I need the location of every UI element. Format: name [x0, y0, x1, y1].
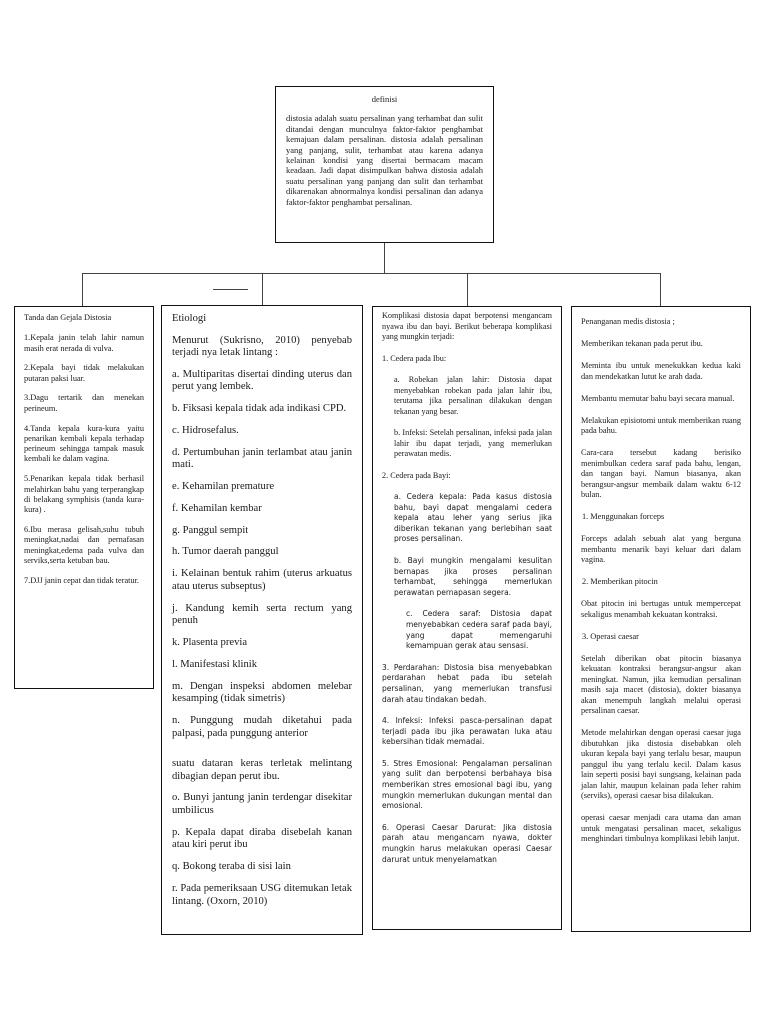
signs-title: Tanda dan Gejala Distosia — [24, 313, 112, 322]
etiology-item: g. Panggul sempit — [172, 524, 249, 536]
definition-text: distosia adalah suatu persalinan yang terhambat dan sulit ditandai dengan munculnya faktor-faktor penghambat kemajuan dalam persalinan. distosia adalah persalinan yang panjang, sulit, terhambat atau karena adanya kelainan kondisi yang disertai bermacam macam keadaan. Jadi dapat disimpulkan bahwa distosia adalah suatu persalinan yang panjang dan sulit dan terhambat dikarenakan abnormalnya kondisi persalinan dan adanya faktor-faktor penghambat persalinan. — [286, 113, 483, 207]
etiology-item: b. Fiksasi kepala tidak ada indikasi CPD. — [172, 403, 347, 415]
signs-item: 2.Kepala bayi tidak melakukan putaran paksi luar. — [24, 363, 144, 383]
signs-box — [14, 306, 154, 689]
connector-drop-4 — [660, 273, 661, 306]
etiology-item: d. Pertumbuhan janin terlambat atau janin mati. — [172, 446, 352, 471]
etiology-item: j. Kandung kemih serta rectum yang penuh — [172, 602, 352, 627]
etiology-item: p. Kepala dapat diraba disebelah kanan atau kiri perut ibu — [172, 826, 352, 851]
connector-vertical-main — [384, 243, 385, 273]
etiology-item: e. Kehamilan premature — [172, 481, 275, 493]
treatment-title: Penanganan medis distosia ; — [581, 317, 675, 326]
treatment-item: operasi caesar menjadi cara utama dan aman untuk mengatasi persalinan macet, sekaligus menghindari timbulnya komplikasi lebih lanjut. — [581, 813, 741, 843]
etiology-title: Etiologi — [172, 313, 207, 324]
complications-item: 6. Operasi Caesar Darurat: Jika distosia parah atau mengancam nyawa, dokter mungkin harus melakukan operasi Caesar darurat untuk menyelamatkan — [382, 822, 552, 864]
etiology-item: suatu dataran keras terletak melintang dibagian depan perut ibu. — [172, 758, 352, 782]
treatment-heading: 2. Memberikan pitocin — [582, 577, 658, 586]
treatment-item: Cara-cara tersebut kadang berisiko menimbulkan cedera saraf pada bahu, lengan, dan tangan bayi. Namun biasanya, akan berangsur-angsur membaik dalam waktu 6-12 bulan. — [581, 448, 741, 499]
treatment-heading: 3. Operasi caesar — [582, 631, 639, 641]
signs-item: 6.Ibu merasa gelisah,suhu tubuh meningkat,nadai dan pernafasan meningkat,edema pada vulva dan serviks,serta ketuban bau. — [24, 524, 144, 565]
complications-heading-baby: 2. Cedera pada Bayi: — [382, 470, 451, 480]
treatment-item: Metode melahirkan dengan operasi caesar juga dibutuhkan jika distosia disebabkan oleh ukuran kepala bayi yang terlalu besar, maupun panggul ibu yang terlalu kecil. Dalam kasus lain seperti posisi bayi sungsang, kelainan pada jalan lahir, maupun kelainan pada leher rahim (serviks), operasi caesar bisa dilakukan. — [581, 728, 741, 800]
etiology-item: h. Tumor daerah panggul — [172, 546, 279, 558]
etiology-item: l. Manifestasi klinik — [172, 658, 258, 670]
complications-item: 4. Infeksi: Infeksi pasca-persalinan dapat terjadi pada ibu jika perawatan luka atau kebersihan tidak memadai. — [382, 716, 552, 747]
signs-item: 4.Tanda kepala kura-kura yaitu penarikan kembali kepala terhadap perineum sehingga tampak masuk kembali ke dalam vagina. — [24, 423, 144, 464]
etiology-item: q. Bokong teraba di sisi lain — [172, 861, 291, 873]
treatment-item: Meminta ibu untuk menekukkan kedua kaki dan mendekatkan lutut ke arah dada. — [581, 361, 741, 381]
complications-box — [372, 306, 562, 930]
connector-horizontal-bar — [82, 273, 661, 274]
etiology-item: i. Kelainan bentuk rahim (uterus arkuatus atau uterus subseptus) — [172, 568, 352, 592]
etiology-box — [161, 305, 363, 935]
signs-item: 5.Penarikan kepala tidak berhasil melahirkan bahu yang terperangkap di belakang symphisis (tanda kura-kura) . — [24, 474, 144, 515]
etiology-item: c. Hidrosefalus. — [172, 424, 239, 436]
etiology-item: m. Dengan inspeksi abdomen melebar kesamping (tidak simetris) — [172, 680, 352, 705]
complications-item: 3. Perdarahan: Distosia bisa menyebabkan perdarahan hebat pada ibu setelah persalinan, yang memerlukan transfusi darah atau tindakan bedah. — [382, 662, 552, 704]
etiology-item: f. Kehamilan kembar — [172, 502, 262, 514]
complications-item: b. Bayi mungkin mengalami kesulitan bernapas jika proses persalinan terhambat, sehingga memerlukan perawatan pernapasan segera. — [394, 555, 552, 597]
treatment-item: Forceps adalah sebuah alat yang berguna membantu menarik bayi keluar dari dalam vagina. — [581, 534, 741, 564]
etiology-item: r. Pada pemeriksaan USG ditemukan letak lintang. (Oxorn, 2010) — [172, 883, 352, 907]
complications-item: c. Cedera saraf: Distosia dapat menyebabkan cedera saraf pada bayi, yang dapat memengaruhi kemampuan gerak atau sensasi. — [406, 609, 552, 651]
stray-dash — [213, 289, 248, 290]
etiology-item: n. Punggung mudah diketahui pada palpasi, pada punggung anterior — [172, 714, 352, 739]
treatment-item: Memberikan tekanan pada perut ibu. — [581, 339, 703, 348]
signs-item: 3.Dagu tertarik dan menekan perineum. — [24, 393, 144, 413]
treatment-item: Membantu memutar bahu bayi secara manual. — [581, 393, 735, 403]
etiology-item: k. Plasenta previa — [172, 636, 248, 648]
definition-box — [275, 86, 494, 243]
definition-title: definisi — [371, 94, 398, 104]
treatment-item: Obat pitocin ini bertugas untuk mempercepat sekaligus menambah kekuatan kontraksi. — [581, 599, 741, 619]
treatment-heading: 1. Menggunakan forceps — [582, 512, 665, 521]
treatment-item: Setelah diberikan obat pitocin biasanya kekuatan kontraksi berangsur-angsur akan meningkat. Namun, jika kemudian persalinan masih saja macet (distosia), dokter biasanya akan menempuh langkah melalui operasi persalinan caesar. — [581, 653, 741, 715]
connector-drop-1 — [82, 273, 83, 306]
complications-item: b. Infeksi: Setelah persalinan, infeksi pada jalan lahir ibu dapat terjadi, yang memerlukan perawatan medis. — [394, 428, 552, 458]
treatment-box — [571, 306, 751, 932]
etiology-intro: Menurut (Sukrisno, 2010) penyebab terjadi nya letak lintang : — [172, 334, 352, 359]
complications-heading-mother: 1. Cedera pada Ibu: — [382, 353, 447, 363]
complications-item: a. Cedera kepala: Pada kasus distosia bahu, bayi dapat mengalami cedera kepala atau leher yang serius jika diberikan tekanan yang berlebihan saat proses persalinan. — [394, 492, 552, 544]
connector-drop-3 — [467, 273, 468, 306]
connector-drop-2 — [262, 273, 263, 305]
complications-intro: Komplikasi distosia dapat berpotensi mengancam nyawa ibu dan bayi. Berikut beberapa komplikasi yang mungkin terjadi: — [382, 311, 552, 341]
etiology-item: o. Bunyi jantung janin terdengar disekitar umbilicus — [172, 792, 352, 817]
signs-item: 1.Kepala janin telah lahir namun masih erat nerada di vulva. — [24, 333, 144, 353]
signs-item: 7.DJJ janin cepat dan tidak teratur. — [24, 575, 139, 585]
treatment-item: Melakukan episiotomi untuk memberikan ruang pada bahu. — [581, 415, 741, 435]
complications-item: a. Robekan jalan lahir: Distosia dapat menyebabkan robekan pada jalan lahir ibu, terutama jika persalinan dilakukan dengan tekanan yang besar. — [394, 375, 552, 416]
etiology-item: a. Multiparitas disertai dinding uterus dan perut yang lembek. — [172, 368, 352, 393]
complications-item: 5. Stres Emosional: Pengalaman persalinan yang sulit dan berpotensi berbahaya bisa memberikan stres emosional bagi ibu, yang mungkin memerlukan dukungan mental dan emosional. — [382, 758, 552, 811]
